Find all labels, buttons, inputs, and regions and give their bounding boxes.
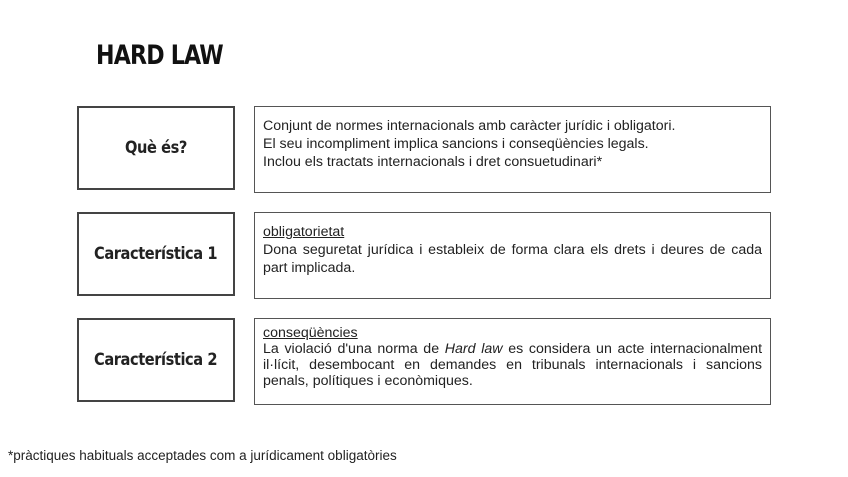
- characteristic-2-text-end: es considera un acte internacionalment il·lícit, desembocant en demandes en tribunals internacionals i sancions penals, polítiques i econòmiques.: [263, 341, 763, 389]
- characteristic-1-heading: obligatorietat: [263, 224, 345, 240]
- label-caracteristica-1-text: Característica 1: [94, 244, 218, 264]
- definition-line-2: El seu incompliment implica sancions i conseqüències legals.: [263, 136, 649, 152]
- characteristic-2-box: [254, 318, 771, 405]
- label-caracteristica-2-text: Característica 2: [94, 350, 218, 370]
- definition-box: [254, 106, 771, 193]
- characteristic-2-text: [263, 341, 762, 389]
- characteristic-1-box: [254, 212, 771, 299]
- definition-line-1: Conjunt de normes internacionals amb caràcter jurídic i obligatori.: [263, 118, 676, 134]
- label-caracteristica-1: [77, 212, 235, 296]
- page-title: HARD LAW: [96, 40, 223, 71]
- characteristic-1-text: Dona seguretat jurídica i estableix de forma clara els drets i deures de cada part implicada.: [263, 242, 762, 276]
- footnote: *pràctiques habituals acceptades com a jurídicament obligatòries: [8, 448, 397, 463]
- label-que-es: [77, 106, 235, 190]
- definition-line-3: Inclou els tractats internacionals i dret consuetudinari*: [263, 154, 603, 170]
- hard-law-term: Hard law: [444, 341, 503, 357]
- label-caracteristica-2: [77, 318, 235, 402]
- characteristic-2-heading: conseqüències: [263, 325, 358, 341]
- label-que-es-text: Què és?: [125, 138, 187, 158]
- characteristic-2-text-start: La violació d'una norma de: [263, 341, 445, 357]
